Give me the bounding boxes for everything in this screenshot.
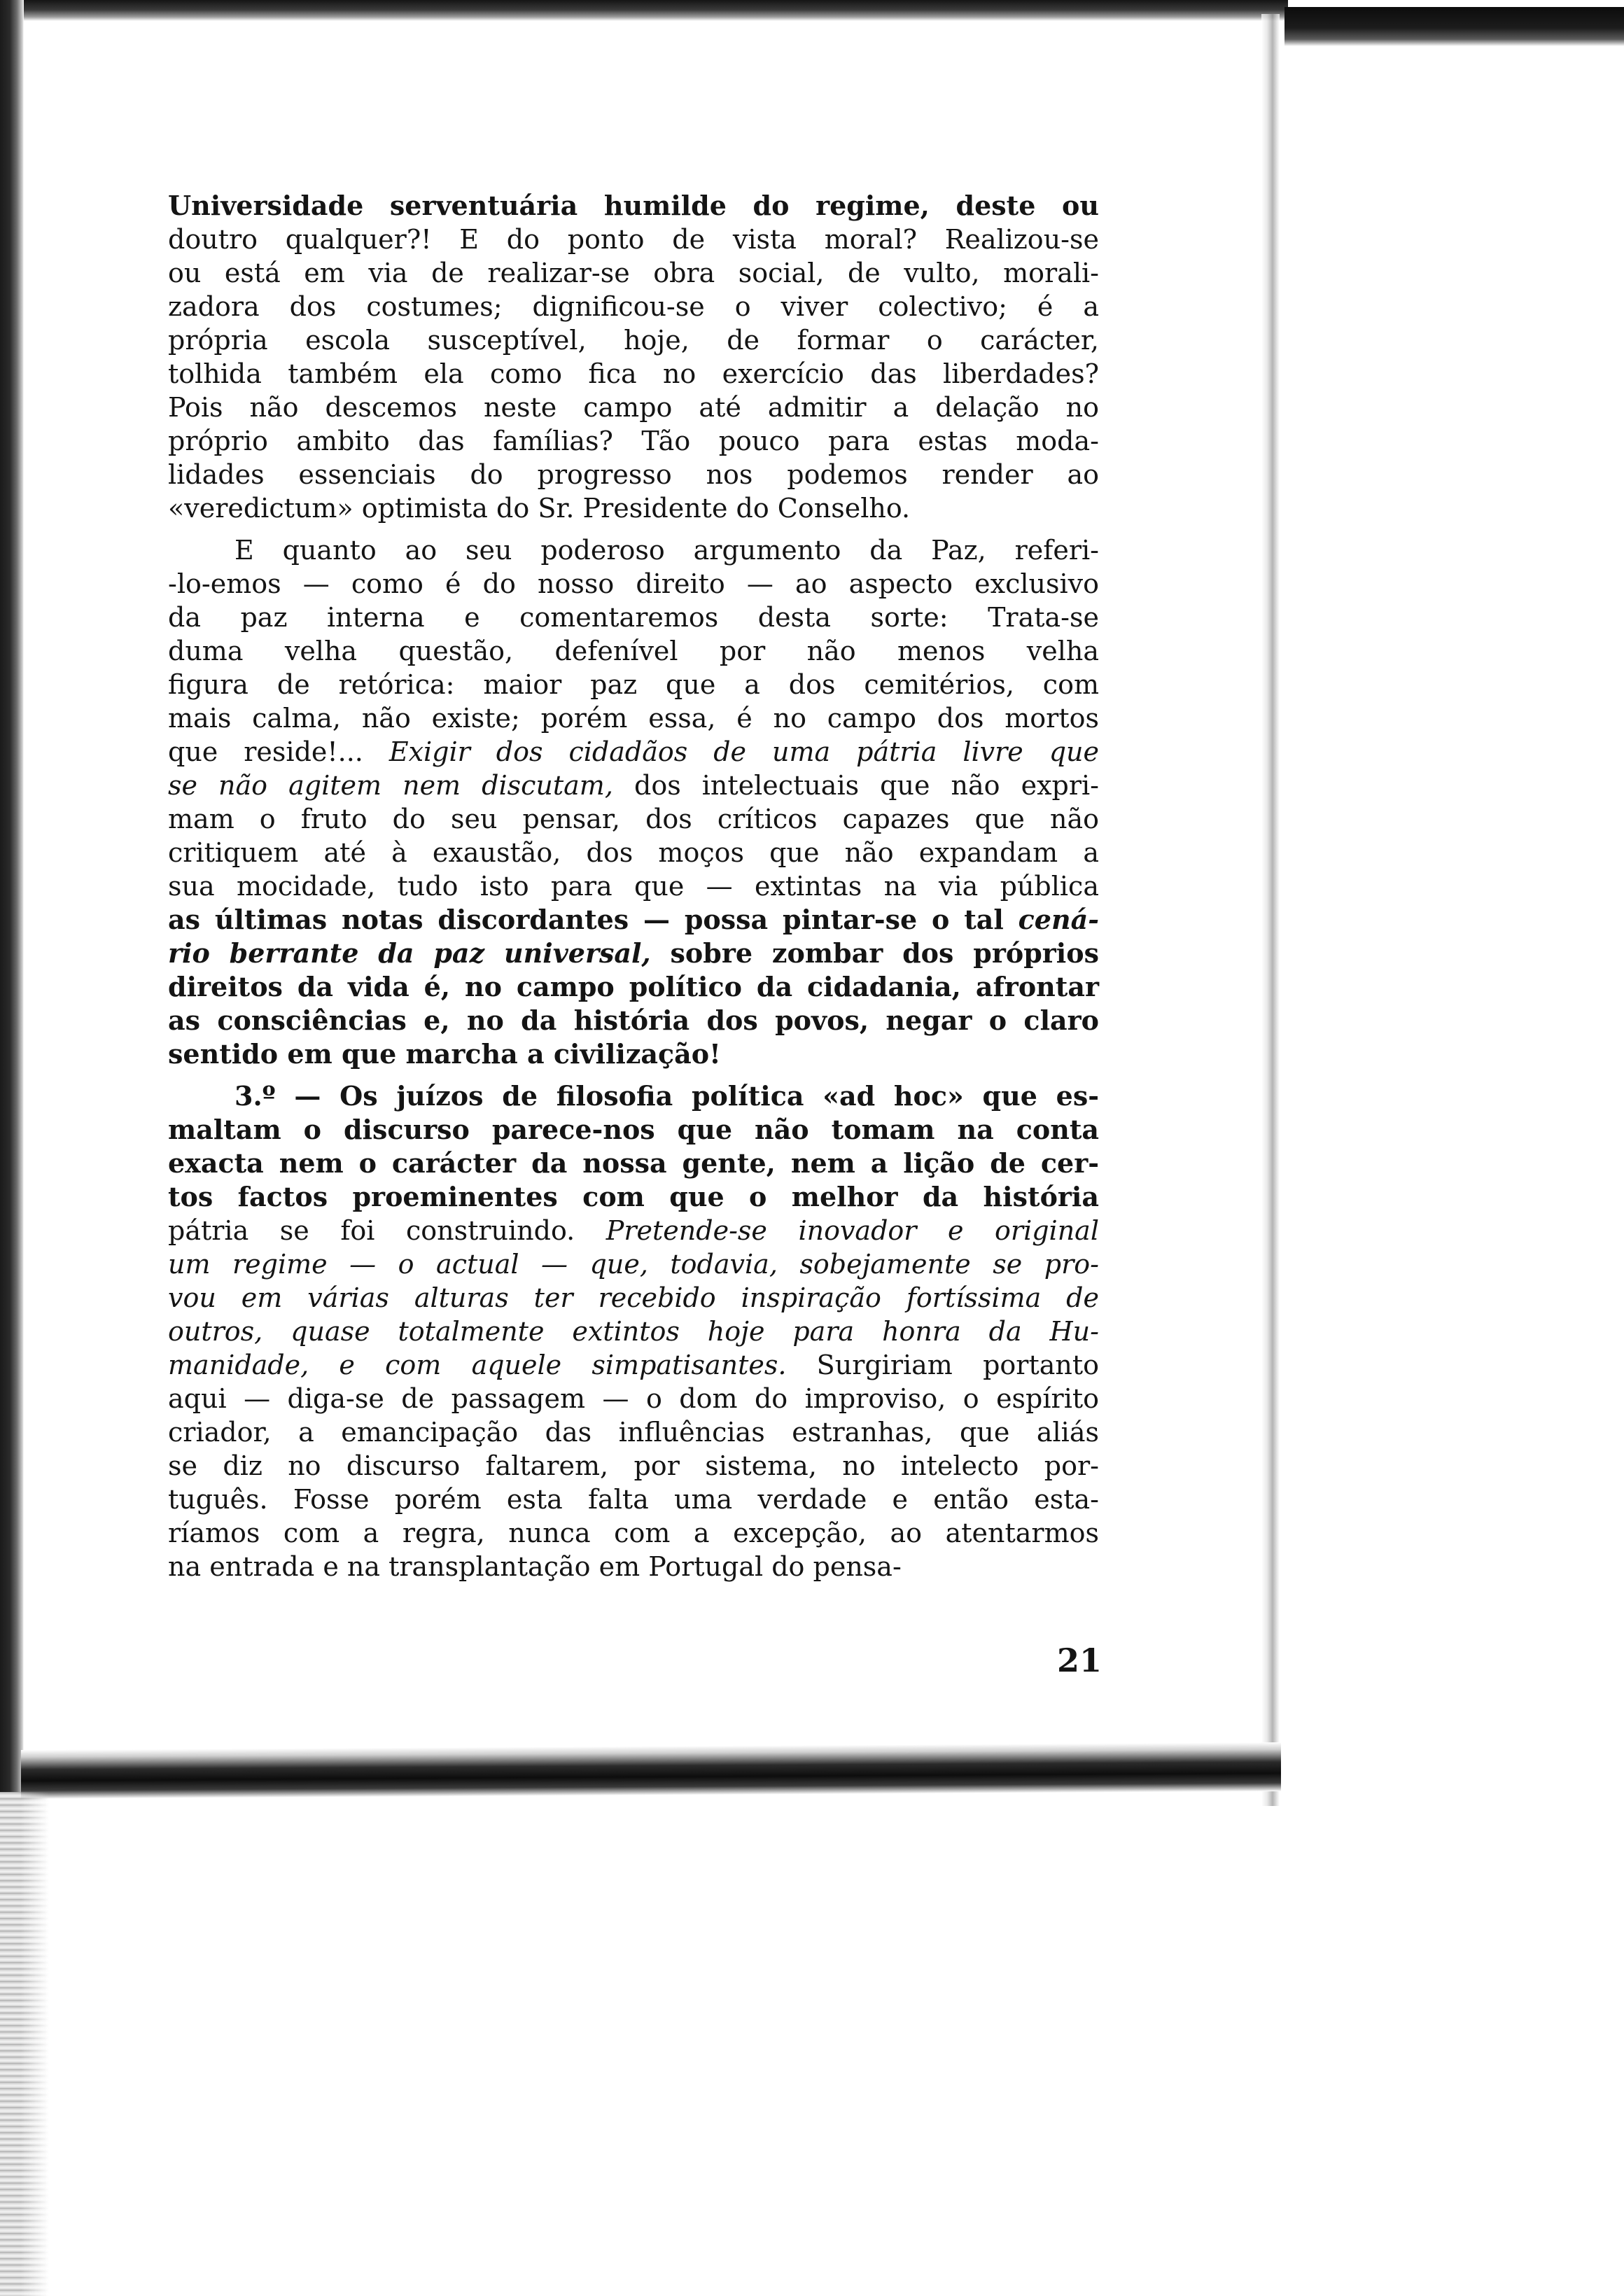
text-line — [168, 1550, 1099, 1583]
text-run: se não agitem nem discutam, — [168, 770, 613, 801]
scan-bottom-shadow — [21, 1742, 1281, 1799]
text-run: um regime — o actual — que, todavia, sobejamente se pro- — [168, 1249, 1099, 1280]
paragraph-1 — [168, 189, 1099, 525]
text-line — [168, 1382, 1099, 1415]
text-run: outros, quase totalmente extintos hoje para honra da Hu- — [168, 1316, 1099, 1347]
text-run: se diz no discurso faltarem, por sistema, no intelecto por- — [168, 1450, 1099, 1481]
text-run: mais calma, não existe; porém essa, é no campo dos mortos — [168, 703, 1099, 734]
text-line — [168, 391, 1099, 424]
text-line — [168, 1315, 1099, 1348]
text-run: ou está em via de realizar-se obra social, de vulto, morali- — [168, 258, 1099, 288]
text-run: sua mocidade, tudo isto para que — extintas na via pública — [168, 871, 1099, 902]
text-line — [168, 1348, 1099, 1382]
text-line — [168, 1079, 1099, 1113]
text-run: sentido em que marcha a civilização! — [168, 1038, 721, 1070]
text-run: zadora dos costumes; dignificou-se o viver colectivo; é a — [168, 291, 1099, 322]
text-run: pátria se foi construindo. — [168, 1215, 606, 1246]
text-line — [168, 323, 1099, 357]
text-line — [168, 1281, 1099, 1315]
text-line — [168, 189, 1099, 223]
text-run: lidades essenciais do progresso nos podemos render ao — [168, 459, 1099, 490]
page-text-block — [168, 189, 1099, 1592]
text-run: direitos da vida é, no campo político da cidadania, afrontar — [168, 971, 1099, 1002]
text-line — [168, 1449, 1099, 1483]
page-number: 21 — [1057, 1642, 1102, 1679]
text-run: Universidade serventuária humilde do regime, deste ou — [168, 190, 1099, 221]
text-line — [168, 567, 1099, 601]
text-line — [168, 1037, 1099, 1071]
scan-lower-left-edge — [0, 1792, 49, 2296]
text-line — [168, 601, 1099, 634]
text-run: aqui — diga-se de passagem — o dom do improviso, o espírito — [168, 1383, 1099, 1414]
scan-spine-shadow — [1261, 14, 1280, 1806]
text-line — [168, 290, 1099, 323]
text-line — [168, 1004, 1099, 1037]
text-run: rio berrante da paz universal, — [168, 937, 651, 969]
text-line — [168, 491, 1099, 525]
scan-top-right-shadow — [1284, 7, 1624, 46]
text-run: ríamos com a regra, nunca com a excepção, ao atentarmos — [168, 1518, 1099, 1548]
text-line — [168, 1214, 1099, 1247]
text-run: criador, a emancipação das influências estranhas, que aliás — [168, 1417, 1099, 1448]
text-run: vou em várias alturas ter recebido inspiração fortíssima de — [168, 1282, 1099, 1313]
text-run: Surgiriam portanto — [786, 1350, 1099, 1380]
text-run: as consciências e, no da história dos povos, negar o claro — [168, 1004, 1099, 1036]
scan-left-edge — [0, 0, 24, 1792]
text-line — [168, 802, 1099, 836]
text-run: da paz interna e comentaremos desta sorte: Trata-se — [168, 602, 1099, 633]
text-line — [168, 903, 1099, 937]
text-line — [168, 937, 1099, 970]
text-line — [168, 1516, 1099, 1550]
text-run: as últimas notas discordantes — possa pintar-se o tal — [168, 904, 1018, 935]
text-line — [168, 1247, 1099, 1281]
text-line — [168, 357, 1099, 391]
text-run: na entrada e na transplantação em Portugal do pensa- — [168, 1551, 902, 1582]
text-run: Pois não descemos neste campo até admitir a delação no — [168, 392, 1099, 423]
text-run: própria escola susceptível, hoje, de formar o carácter, — [168, 325, 1099, 356]
text-line — [168, 869, 1099, 903]
text-run: mam o fruto do seu pensar, dos críticos capazes que não — [168, 804, 1099, 834]
text-line — [168, 1180, 1099, 1214]
text-run: 3.º — Os juízos de filosofia política «ad hoc» que es- — [234, 1080, 1099, 1112]
text-run: figura de retórica: maior paz que a dos cemitérios, com — [168, 669, 1099, 700]
paragraph-2 — [168, 533, 1099, 1071]
text-line — [168, 970, 1099, 1004]
text-line — [168, 1147, 1099, 1180]
text-run: critiquem até à exaustão, dos moços que não expandam a — [168, 837, 1099, 868]
text-line — [168, 1415, 1099, 1449]
text-run: manidade, e com aquele simpatisantes. — [168, 1350, 787, 1380]
text-line — [168, 701, 1099, 735]
text-run: tuguês. Fosse porém esta falta uma verdade e então esta- — [168, 1484, 1099, 1515]
text-line — [168, 223, 1099, 256]
text-run: Exigir dos cidadãos de uma pátria livre que — [388, 736, 1099, 767]
text-run: exacta nem o carácter da nossa gente, nem a lição de cer- — [168, 1147, 1099, 1179]
text-line — [168, 769, 1099, 802]
text-line — [168, 424, 1099, 458]
text-run: tolhida também ela como fica no exercício das liberdades? — [168, 358, 1099, 389]
text-run: dos intelectuais que não expri- — [612, 770, 1099, 801]
text-run: -lo-emos — como é do nosso direito — ao aspecto exclusivo — [168, 568, 1099, 599]
text-line — [168, 533, 1099, 567]
text-run: próprio ambito das famílias? Tão pouco para estas moda- — [168, 426, 1099, 456]
text-line — [168, 256, 1099, 290]
text-line — [168, 735, 1099, 769]
text-run: tos factos proeminentes com que o melhor da história — [168, 1181, 1099, 1212]
text-line — [168, 836, 1099, 869]
text-run: duma velha questão, defenível por não menos velha — [168, 636, 1099, 666]
text-run: doutro qualquer?! E do ponto de vista moral? Realizou-se — [168, 224, 1099, 255]
text-run: Pretende-se inovador e original — [606, 1215, 1099, 1246]
text-run: E quanto ao seu poderoso argumento da Paz, referi- — [234, 535, 1099, 566]
text-run: maltam o discurso parece-nos que não tomam na conta — [168, 1114, 1099, 1145]
text-line — [168, 634, 1099, 668]
text-line — [168, 1113, 1099, 1147]
scan-top-edge — [0, 0, 1288, 21]
text-line — [168, 668, 1099, 701]
text-run: «veredictum» optimista do Sr. Presidente do Conselho. — [168, 493, 911, 524]
text-run: que reside!... — [168, 736, 389, 767]
text-line — [168, 458, 1099, 491]
text-line — [168, 1483, 1099, 1516]
text-run: sobre zombar dos próprios — [650, 937, 1099, 969]
paragraph-3 — [168, 1079, 1099, 1583]
text-run: cená- — [1018, 904, 1099, 935]
